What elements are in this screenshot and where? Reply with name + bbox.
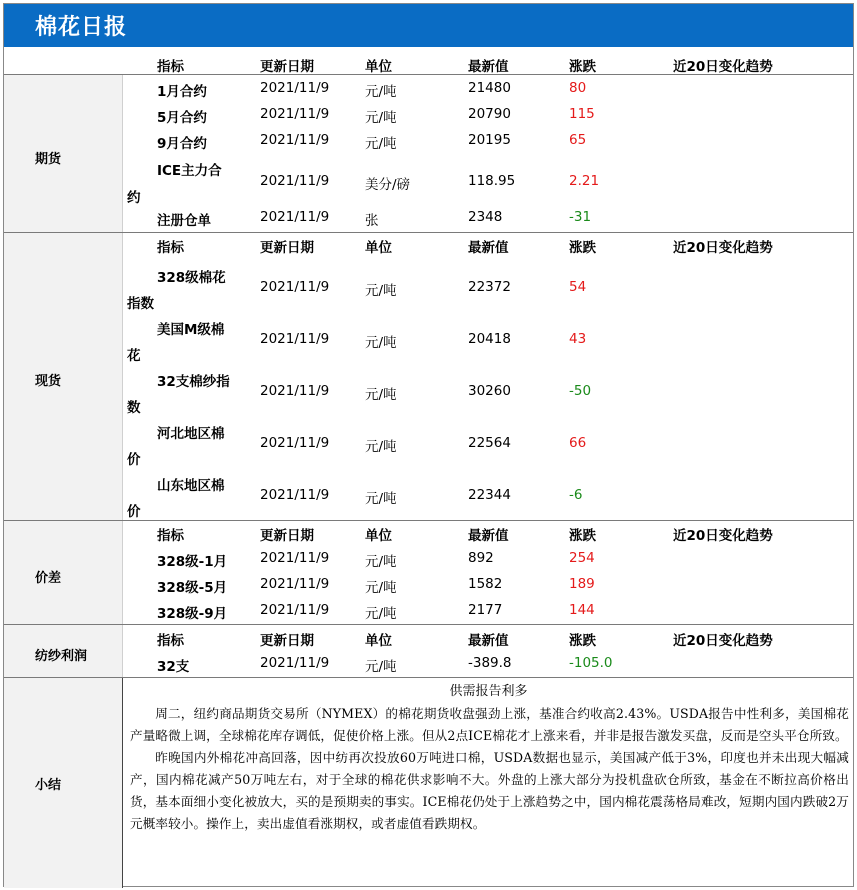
row-unit: 元/吨: [365, 110, 397, 126]
row-name-line2: 数: [127, 400, 141, 416]
row-unit: 元/吨: [365, 283, 397, 299]
row-name-line2: 约: [127, 190, 141, 206]
row-unit: 张: [365, 213, 379, 229]
spread-label-cell: [4, 521, 123, 625]
profit-label: 纺纱利润: [35, 649, 88, 664]
row-change: 54: [569, 279, 587, 295]
table-row: [124, 132, 853, 158]
row-date: 2021/11/9: [260, 655, 330, 671]
row-name: 1月合约: [157, 84, 207, 100]
row-value: 30260: [468, 383, 511, 399]
table-header: [124, 629, 853, 655]
row-name: 32支: [157, 659, 190, 675]
row-change: 2.21: [569, 173, 600, 189]
row-unit: 元/吨: [365, 335, 397, 351]
row-name-line1: 美国M级棉: [157, 322, 225, 338]
summary-paragraph-2: 昨晚国内外棉花冲高回落，因中纺再次投放60万吨进口棉，USDA数据也显示，美国减产低于3%，印度也并未出现大幅减产，国内棉花减产50万吨左右，对于全球的棉花供求影响不大。外盘的上涨大部分为投机盘砍仓所致，基金在不断拉高价格出货，基本面细小变化被放大，买的是预期卖的事实。ICE棉花仍处于上涨趋势之中，国内棉花震荡格局难改，短期内国内跌破2万元概率较小。操作上，卖出虚值看涨期权，或者虚值看跌期权。: [130, 750, 849, 831]
row-name-line1: ICE主力合: [157, 163, 222, 179]
spread-label: 价差: [35, 571, 62, 586]
header-trend: 近20日变化趋势: [673, 59, 773, 75]
row-value: 20418: [468, 331, 511, 347]
row-value: 22372: [468, 279, 511, 295]
header-change: 涨跌: [569, 59, 596, 75]
header-latest: 最新值: [468, 59, 509, 75]
header-latest: 最新值: [468, 633, 509, 649]
summary-label: 小结: [35, 778, 62, 793]
row-date: 2021/11/9: [260, 209, 330, 225]
row-name: 328级-9月: [157, 606, 228, 622]
row-change: -31: [569, 209, 592, 225]
title-bar: [4, 4, 853, 47]
row-unit: 元/吨: [365, 439, 397, 455]
summary-title: 供需报告利多: [449, 684, 528, 699]
row-value: 22344: [468, 487, 511, 503]
header-date: 更新日期: [260, 240, 314, 256]
row-value: 892: [468, 550, 494, 566]
row-value: -389.8: [468, 655, 512, 671]
row-change: 43: [569, 331, 587, 347]
row-value: 118.95: [468, 173, 516, 189]
row-unit: 元/吨: [365, 659, 397, 675]
row-name-line1: 32支棉纱指: [157, 374, 230, 390]
header-change: 涨跌: [569, 240, 596, 256]
row-value: 2348: [468, 209, 503, 225]
summary-section: [4, 677, 853, 888]
row-date: 2021/11/9: [260, 576, 330, 592]
header-date: 更新日期: [260, 633, 314, 649]
row-date: 2021/11/9: [260, 487, 330, 503]
row-date: 2021/11/9: [260, 132, 330, 148]
row-date: 2021/11/9: [260, 383, 330, 399]
row-change: 115: [569, 106, 595, 122]
futures-label-cell: [4, 75, 123, 233]
header-indicator: 指标: [157, 633, 184, 649]
header-trend: 近20日变化趋势: [673, 240, 773, 256]
summary-paragraph-1: 周二，纽约商品期货交易所（NYMEX）的棉花期货收盘强劲上涨，基准合约收高2.43%。USDA报告中性利多，美国棉花产量略微上调，全球棉花库存调低，促使价格上涨。但从2点ICE棉花才上涨来看，并非是报告激发买盘，反而是空头平仓所致。: [130, 706, 849, 743]
summary-text: [124, 678, 853, 888]
header-change: 涨跌: [569, 633, 596, 649]
header-unit: 单位: [365, 633, 392, 649]
header-latest: 最新值: [468, 240, 509, 256]
row-name-line1: 河北地区棉: [157, 426, 225, 442]
row-date: 2021/11/9: [260, 331, 330, 347]
row-change: 66: [569, 435, 587, 451]
row-name-line1: 328级棉花: [157, 270, 226, 286]
row-name-line2: 花: [127, 348, 141, 364]
header-unit: 单位: [365, 240, 392, 256]
row-name: 5月合约: [157, 110, 207, 126]
row-value: 21480: [468, 80, 511, 96]
row-value: 20195: [468, 132, 511, 148]
header-indicator: 指标: [157, 240, 184, 256]
row-date: 2021/11/9: [260, 106, 330, 122]
row-value: 2177: [468, 602, 503, 618]
table-header-top: [124, 48, 853, 74]
page-title: 棉花日报: [35, 15, 128, 40]
row-date: 2021/11/9: [260, 550, 330, 566]
spot-label: 现货: [35, 374, 62, 389]
table-row: [124, 366, 853, 418]
table-row: [124, 156, 853, 206]
header-trend: 近20日变化趋势: [673, 633, 773, 649]
table-row: [124, 550, 853, 576]
row-name-line2: 价: [127, 452, 141, 468]
profit-label-cell: [4, 625, 123, 678]
row-name-line1: 山东地区棉: [157, 478, 225, 494]
row-change: 65: [569, 132, 587, 148]
table-header: [124, 236, 853, 262]
row-date: 2021/11/9: [260, 602, 330, 618]
row-change: 189: [569, 576, 595, 592]
futures-label: 期货: [35, 152, 62, 167]
header-unit: 单位: [365, 528, 392, 544]
header-indicator: 指标: [157, 528, 184, 544]
row-value: 1582: [468, 576, 503, 592]
row-name: 328级-5月: [157, 580, 228, 596]
row-date: 2021/11/9: [260, 80, 330, 96]
row-unit: 元/吨: [365, 606, 397, 622]
table-row: [124, 80, 853, 106]
row-unit: 元/吨: [365, 491, 397, 507]
spot-label-cell: [4, 233, 123, 521]
row-name: 9月合约: [157, 136, 207, 152]
row-change: -105.0: [569, 655, 613, 671]
row-date: 2021/11/9: [260, 279, 330, 295]
row-change: 254: [569, 550, 595, 566]
header-trend: 近20日变化趋势: [673, 528, 773, 544]
row-value: 20790: [468, 106, 511, 122]
report-page: [3, 3, 854, 887]
table-row: [124, 576, 853, 602]
row-name: 注册仓单: [157, 213, 211, 229]
row-date: 2021/11/9: [260, 173, 330, 189]
table-row: [124, 470, 853, 522]
header-unit: 单位: [365, 59, 392, 75]
row-change: 144: [569, 602, 595, 618]
table-row: [124, 418, 853, 470]
summary-label-cell: [4, 678, 123, 888]
row-unit: 元/吨: [365, 580, 397, 596]
header-change: 涨跌: [569, 528, 596, 544]
table-row: [124, 314, 853, 366]
header-date: 更新日期: [260, 59, 314, 75]
row-change: -6: [569, 487, 583, 503]
table-row: [124, 106, 853, 132]
header-date: 更新日期: [260, 528, 314, 544]
row-change: 80: [569, 80, 587, 96]
row-unit: 元/吨: [365, 84, 397, 100]
row-name-line2: 指数: [127, 296, 154, 312]
row-name: 328级-1月: [157, 554, 228, 570]
table-row: [124, 262, 853, 314]
row-unit: 元/吨: [365, 554, 397, 570]
row-unit: 美分/磅: [365, 177, 411, 193]
row-unit: 元/吨: [365, 136, 397, 152]
row-unit: 元/吨: [365, 387, 397, 403]
table-header: [124, 524, 853, 550]
header-latest: 最新值: [468, 528, 509, 544]
row-date: 2021/11/9: [260, 435, 330, 451]
row-name-line2: 价: [127, 504, 141, 520]
header-indicator: 指标: [157, 59, 184, 75]
row-value: 22564: [468, 435, 511, 451]
row-change: -50: [569, 383, 592, 399]
